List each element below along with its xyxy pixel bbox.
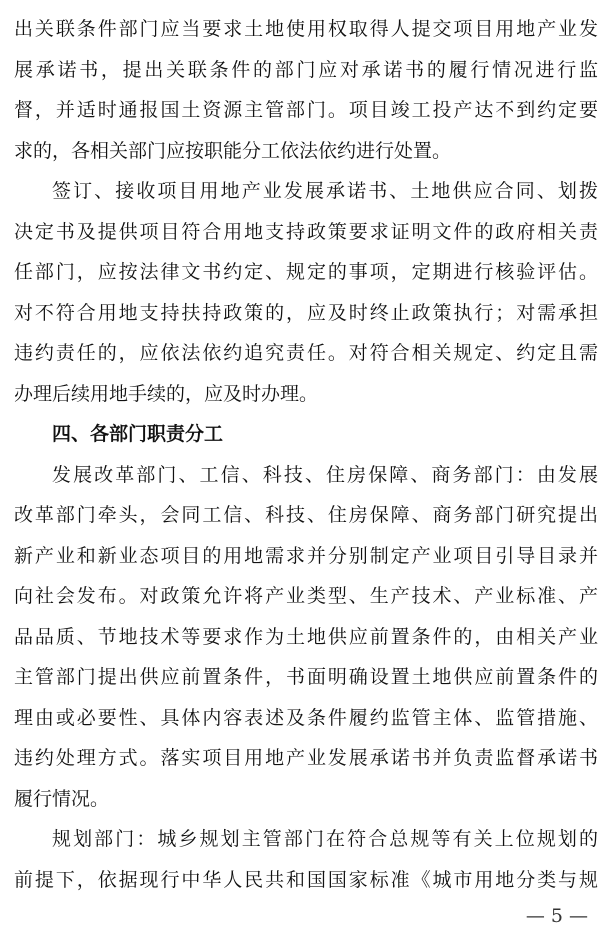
text-line: 违约处理方式。落实项目用地产业发展承诺书并负责监督承诺书: [14, 747, 598, 769]
text-line: 向社会发布。对政策允许将产业类型、生产技术、产业标准、产: [14, 585, 598, 607]
text-line: 出关联条件部门应当要求土地使用权取得人提交项目用地产业发: [14, 18, 598, 40]
document-body: [14, 9, 598, 900]
text-line: 新产业和新业态项目的用地需求并分别制定产业项目引导目录并: [14, 544, 598, 567]
text-line: 任部门，应按法律文书约定、规定的事项，定期进行核验评估。: [14, 261, 598, 283]
text-line: 决定书及提供项目符合用地支持政策要求证明文件的政府相关责: [14, 220, 598, 243]
page-number: — 5 —: [525, 905, 588, 927]
text-line: 规划部门：城乡规划主管部门在符合总规等有关上位规划的: [52, 828, 598, 850]
text-line: 展承诺书，提出关联条件的部门应对承诺书的履行情况进行监: [14, 58, 598, 81]
section-heading: 四、各部门职责分工: [52, 423, 224, 445]
text-line: 理由或必要性、具体内容表述及条件履约监管主体、监管措施、: [14, 706, 598, 729]
text-line: 违约责任的，应依法依约追究责任。对符合相关规定、约定且需: [14, 342, 598, 364]
text-line: 督，并适时通报国土资源主管部门。项目竣工投产达不到约定要: [14, 99, 598, 121]
text-line: 品品质、节地技术等要求作为土地供应前置条件的，由相关产业: [14, 625, 598, 648]
text-line: 对不符合用地支持扶持政策的，应及时终止政策执行；对需承担: [14, 301, 598, 324]
text-line: 前提下，依据现行中华人民共和国国家标准《城市用地分类与规: [14, 868, 598, 891]
text-line: 履行情况。: [14, 787, 110, 810]
text-line: 求的，各相关部门应按职能分工依法依约进行处置。: [14, 139, 452, 162]
text-line: 发展改革部门、工信、科技、住房保障、商务部门：由发展: [52, 463, 598, 486]
text-line: 主管部门提出供应前置条件，书面明确设置土地供应前置条件的: [14, 666, 598, 688]
text-line: 签订、接收项目用地产业发展承诺书、土地供应合同、划拨: [52, 180, 598, 202]
text-line: 办理后续用地手续的，应及时办理。: [14, 382, 319, 405]
text-line: 改革部门牵头，会同工信、科技、住房保障、商务部门研究提出: [14, 504, 598, 526]
